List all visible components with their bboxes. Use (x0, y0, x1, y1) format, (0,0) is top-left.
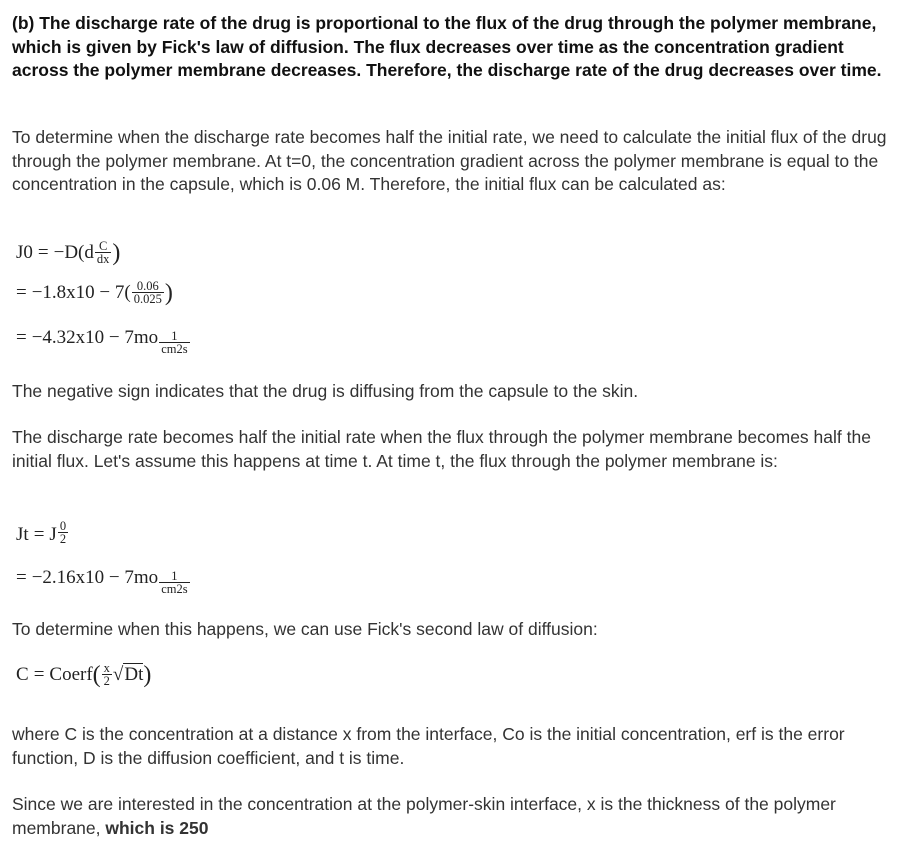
equation-j0 (16, 240, 120, 265)
paragraph-initial-flux: To determine when the discharge rate becomes half the initial rate, we need to calculate the initial flux of the drug through the polymer membrane. At t=0, the concentration gradient across the polymer membrane is equal to the concentration in the capsule, which is 0.06 M. Therefore, the initial flux can be calculated as: (12, 127, 887, 194)
paragraph-ficks-second-law: To determine when this happens, we can use Fick's second law of diffusion: (12, 619, 598, 639)
sqrt-argument: Dt (124, 664, 144, 685)
eq-close-paren: ) (164, 279, 173, 306)
equation-j0-result (16, 320, 191, 355)
paragraph-interface (12, 793, 892, 840)
eq-expr: −D(d (53, 241, 94, 263)
eq-open-paren: ( (92, 661, 101, 688)
fraction-numerator: 0.06 (136, 279, 159, 293)
equation-concentration (16, 662, 151, 687)
eq-close-paren: ) (112, 239, 121, 266)
fraction-denominator: cm2s (161, 342, 188, 356)
fraction-denominator: dx (96, 252, 110, 266)
eq-fraction (58, 520, 68, 545)
fraction-numerator: C (98, 239, 108, 253)
eq-lhs: C (16, 663, 29, 685)
equation-jt (16, 518, 69, 546)
fraction-numerator: 1 (171, 329, 178, 343)
equation-j0-substituted (16, 280, 173, 305)
eq-sign: = (37, 241, 49, 263)
eq-expr: −2.16x10 − 7mo (31, 566, 159, 588)
eq-fraction (95, 240, 112, 265)
interface-text: Since we are interested in the concentration at the polymer-skin interface, x is the thickness of the polymer membrane, (12, 794, 836, 838)
sqrt-symbol: √ (112, 663, 124, 685)
eq-fraction (159, 570, 189, 595)
eq-fraction (159, 330, 189, 355)
paragraph-negative-sign: The negative sign indicates that the drug is diffusing from the capsule to the skin. (12, 381, 639, 401)
fraction-numerator: 1 (171, 569, 178, 583)
fraction-numerator: x (103, 661, 110, 675)
equation-jt-result (16, 560, 191, 595)
fraction-denominator: 2 (103, 674, 110, 688)
eq-fraction (102, 662, 112, 687)
eq-lhs: Jt (16, 524, 29, 545)
fraction-denominator: cm2s (161, 582, 188, 596)
fraction-denominator: 0.025 (133, 292, 162, 306)
fraction-numerator: 0 (59, 518, 67, 533)
eq-lhs: J0 (16, 241, 33, 263)
eq-sign: = (16, 281, 27, 303)
paragraph-variable-definitions: where C is the concentration at a distance x from the interface, Co is the initial concentration, erf is the error function, D is the diffusion coefficient, and t is time. (12, 724, 845, 768)
eq-sign: = (33, 663, 45, 685)
part-b-heading: (b) The discharge rate of the drug is proportional to the flux of the drug through the polymer membrane, which is given by Fick's law of diffusion. The flux decreases over time as the concentration gradient across the polymer membrane decreases. Therefore, the discharge rate of the drug decreases over time. (12, 13, 882, 80)
eq-sign: = (16, 566, 27, 588)
eq-close-paren: ) (143, 661, 152, 688)
paragraph-half-rate: The discharge rate becomes half the initial rate when the flux through the polymer membrane becomes half the initial flux. Let's assume this happens at time t. At time t, the flux through the polymer membrane is: (12, 427, 871, 471)
eq-expr: −4.32x10 − 7mo (31, 326, 159, 348)
eq-expr: −1.8x10 − 7( (31, 281, 131, 303)
fraction-denominator: 2 (59, 531, 67, 546)
eq-sign: = (16, 326, 27, 348)
eq-sign: = (33, 524, 45, 545)
interface-bold-text: which is 250 (105, 817, 209, 838)
eq-fraction (132, 280, 164, 305)
eq-expr: Coerf (49, 663, 93, 685)
eq-expr: J (49, 524, 57, 545)
